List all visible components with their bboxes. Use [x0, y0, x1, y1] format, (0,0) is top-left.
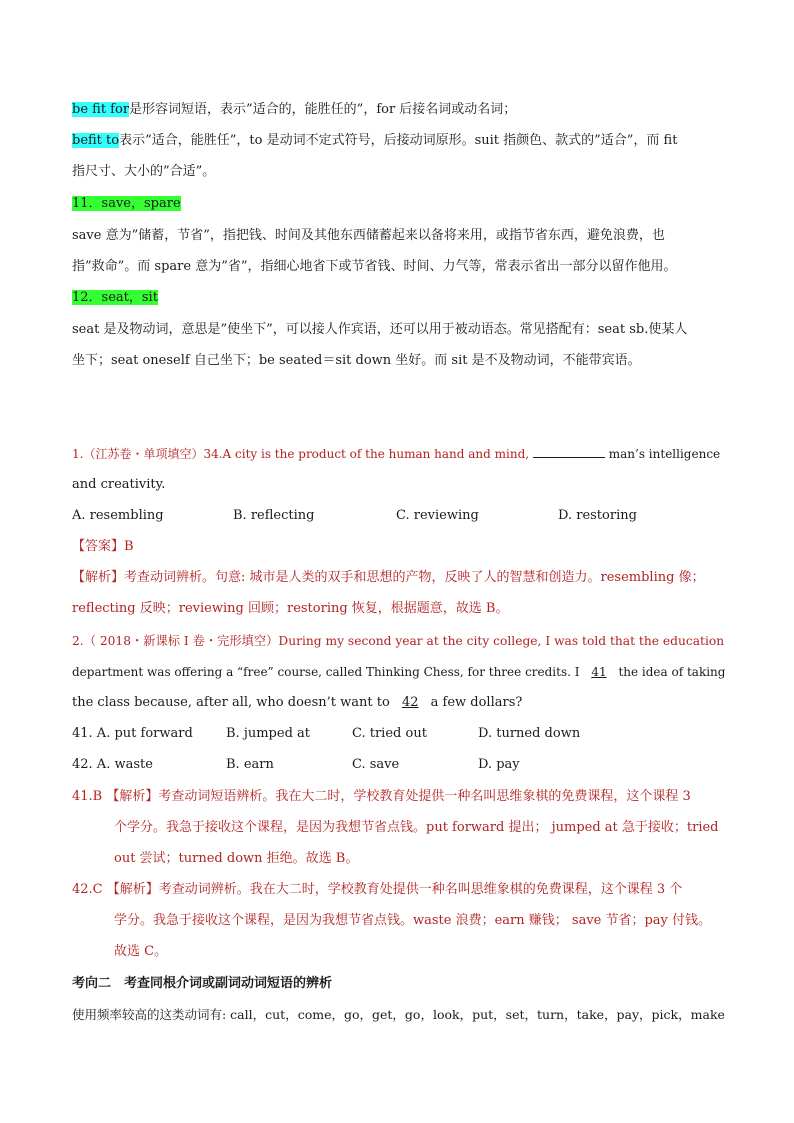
q1-explanation-line1: 【解析】考查动词辨析。句意: 城市是人类的双手和思想的产物，反映了人的智慧和创造力。resembling 像；	[72, 570, 705, 585]
q2-41-explanation-line3: out 尝试；turned down 拒绝。故选 B。	[114, 851, 359, 866]
note-fit2-cont: 指尺寸、大小的”合适”。	[72, 164, 216, 179]
q2-42-explanation-line3: 故选 C。	[114, 944, 168, 959]
q1-blank	[533, 443, 605, 458]
note-text: 是形容词短语，表示”适合的，能胜任的”，for 后接名词或动名词；	[129, 102, 517, 117]
q2-stem-2: department was offering a “free” course, called Thinking Chess, for three credits. I	[72, 665, 580, 679]
q1-option-b: B. reflecting	[233, 508, 315, 523]
q1-option-c: C. reviewing	[396, 508, 479, 523]
q2-41-option-c: C. tried out	[352, 726, 427, 741]
q2-42-option-c: C. save	[352, 757, 400, 772]
q2-stem-line1	[72, 631, 724, 651]
q2-42-explanation-line1: 42.C 【解析】考查动词辨析。我在大二时，学校教育处提供一种名叫思维象棋的免费课程，这个课程 3 个	[72, 882, 683, 897]
heading-11	[72, 194, 181, 214]
q2-42-option-b: B. earn	[226, 757, 274, 772]
q2-stem-3b: a few dollars?	[430, 695, 523, 710]
para-12-line1: seat 是及物动词，意思是”使坐下”，可以接人作宾语，还可以用于被动语态。常见搭配有：seat sb.使某人	[72, 322, 688, 337]
q2-blank-42: 42	[401, 695, 419, 710]
q2-42-option-d: D. pay	[478, 757, 520, 772]
q2-41-option-a: 41. A. put forward	[72, 726, 193, 741]
q1-explanation-line2: reflecting 反映；reviewing 回顾；restoring 恢复，根据题意，故选 B。	[72, 601, 509, 616]
highlight-be-fit-for: be fit for	[72, 102, 130, 117]
highlight-befit-to: befit to	[72, 133, 120, 148]
q2-41-explanation-line2: 个学分。我急于接收这个课程，是因为我想节省点钱。put forward 提出； jumped at 急于接收；tried	[114, 820, 719, 835]
q2-stem-line3	[72, 693, 522, 713]
q1-stem-line1	[72, 443, 720, 463]
q2-42-option-a: 42. A. waste	[72, 757, 153, 772]
q2-blank-41: 41	[591, 665, 607, 679]
q1-stem-a: 1.（江苏卷・单项填空）34.A city is the product of the human hand and mind,	[72, 447, 530, 461]
heading-11-text: 11．save，spare	[72, 196, 181, 211]
heading-12-text: 12．seat，sit	[72, 290, 158, 305]
note-text: 表示”适合，能胜任”，to 是动词不定式符号，后接动词原形。suit 指颜色、款式的”适合”，而 fit	[119, 133, 678, 148]
note-fit1	[72, 100, 516, 120]
para-11-line1: save 意为”储蓄，节省”，指把钱、时间及其他东西储蓄起来以备将来用，或指节省东西，避免浪费，也	[72, 228, 665, 243]
q1-answer: 【答案】B	[72, 539, 134, 554]
section-heading: 考向二 考查同根介词或副词动词短语的辨析	[72, 976, 333, 991]
q2-42-explanation-line2: 学分。我急于接收这个课程，是因为我想节省点钱。waste 浪费；earn 赚钱； save 节省；pay 付钱。	[114, 913, 712, 928]
q2-stem-2b: the idea of taking	[618, 665, 726, 679]
note-fit2	[72, 131, 677, 151]
heading-12	[72, 288, 158, 308]
q2-41-explanation-line1: 41.B 【解析】考查动词短语辨析。我在大二时，学校教育处提供一种名叫思维象棋的免费课程，这个课程 3	[72, 789, 691, 804]
q1-stem-b: man’s intelligence	[608, 447, 721, 461]
q2-stem-line2	[72, 662, 725, 682]
para-12-line2: 坐下；seat oneself 自己坐下；be seated＝sit down 坐好。而 sit 是不及物动词，不能带宾语。	[72, 353, 641, 368]
q1-option-d: D. restoring	[558, 508, 637, 523]
q2-stem-1: 2.（ 2018・新课标 I 卷・完形填空）During my second year at the city college, I was told that the education	[72, 634, 725, 648]
q1-stem-line2: and creativity.	[72, 477, 166, 492]
para-11-line2: 指”救命”。而 spare 意为”省”，指细心地省下或节省钱、时间、力气等，常表示省出一部分以留作他用。	[72, 259, 677, 274]
section-text: 使用频率较高的这类动词有: call，cut，come，go，get，go，look，put，set，turn，take，pay，pick，make	[72, 1007, 725, 1022]
q2-41-option-b: B. jumped at	[226, 726, 310, 741]
q1-option-a: A. resembling	[72, 508, 164, 523]
q2-41-option-d: D. turned down	[478, 726, 581, 741]
q2-stem-3a: the class because, after all, who doesn’t want to	[72, 695, 390, 710]
